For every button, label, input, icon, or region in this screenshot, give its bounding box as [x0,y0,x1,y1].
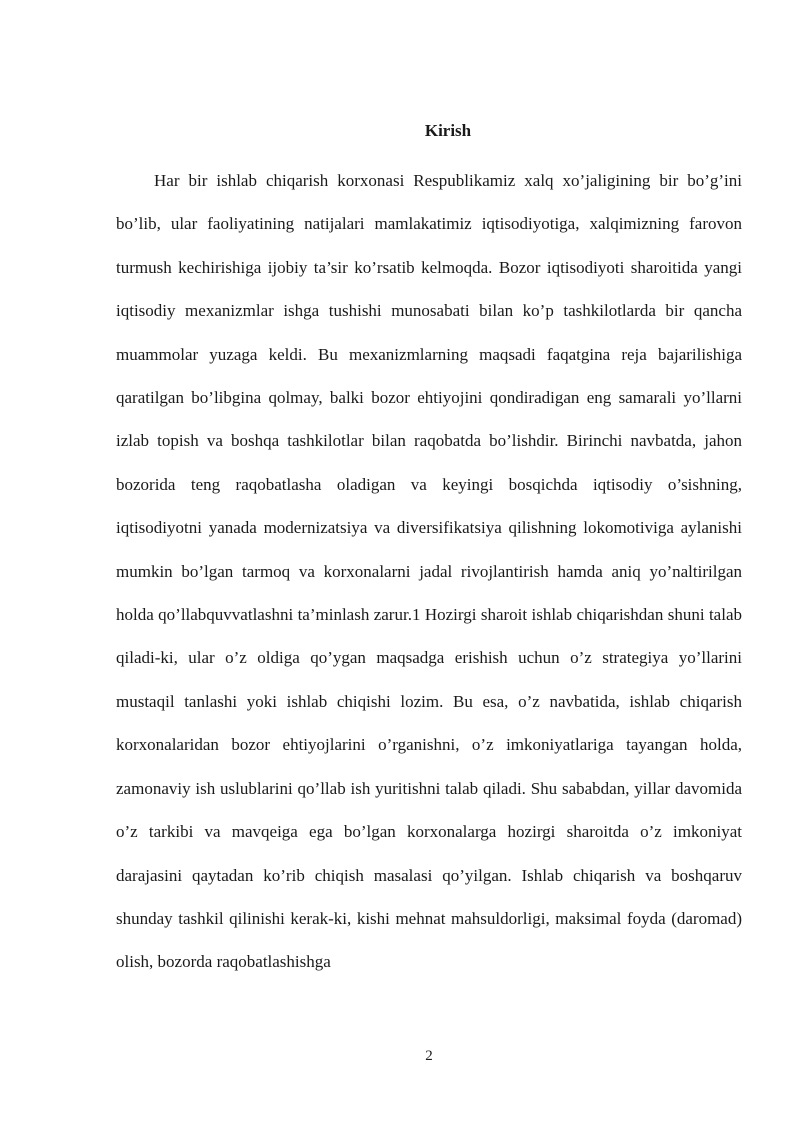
body-paragraph: Har bir ishlab chiqarish korxonasi Respublikamiz xalq xo’jaligining bir bo’g’ini bo’lib, ular faoliyatining natijalari mamlakatimiz iqtisodiyotiga, xalqimizning farovon turmush kechirishiga ijobiy ta’sir ko’rsatib kelmoqda. Bozor iqtisodiyoti sharoitida yangi iqtisodiy mexanizmlar ishga tushishi munosabati bilan ko’p tashkilotlarda bir qancha muammolar yuzaga keldi. Bu mexanizmlarning maqsadi faqatgina reja bajarilishiga qaratilgan bo’libgina qolmay, balki bozor ehtiyojini qondiradigan eng samarali yo’llarni izlab topish va boshqa tashkilotlar bilan raqobatda bo’lishdir. Birinchi navbatda, jahon bozorida teng raqobatlasha oladigan va keyingi bosqichda iqtisodiy o’sishning, iqtisodiyotni yanada modernizatsiya va diversifikatsiya qilishning lokomotiviga aylanishi mumkin bo’lgan tarmoq va korxonalarni jadal rivojlantirish hamda aniq yo’naltirilgan holda qo’llabquvvatlashni ta’minlash zarur.1 Hozirgi sharoit ishlab chiqarishdan shuni talab qiladi-ki, ular o’z oldiga qo’ygan maqsadga erishish uchun o’z strategiya yo’llarini mustaqil tanlashi yoki ishlab chiqishi lozim. Bu esa, o’z navbatida, ishlab chiqarish korxonalaridan bozor ehtiyojlarini o’rganishni, o’z imkoniyatlariga tayangan holda, zamonaviy ish uslublarini qo’llab ish yuritishni talab qiladi. Shu sababdan, yillar davomida o’z tarkibi va mavqeiga ega bo’lgan korxonalarga hozirgi sharoitda o’z imkoniyat darajasini qaytadan ko’rib chiqish masalasi qo’yilgan. Ishlab chiqarish va boshqaruv shunday tashkil qilinishi kerak-ki, kishi mehnat mahsuldorligi, maksimal foyda (daromad) olish, bozorda raqobatlashishga [116,171,742,972]
section-title: Kirish [424,121,472,140]
page-number: 2 [425,1048,433,1064]
